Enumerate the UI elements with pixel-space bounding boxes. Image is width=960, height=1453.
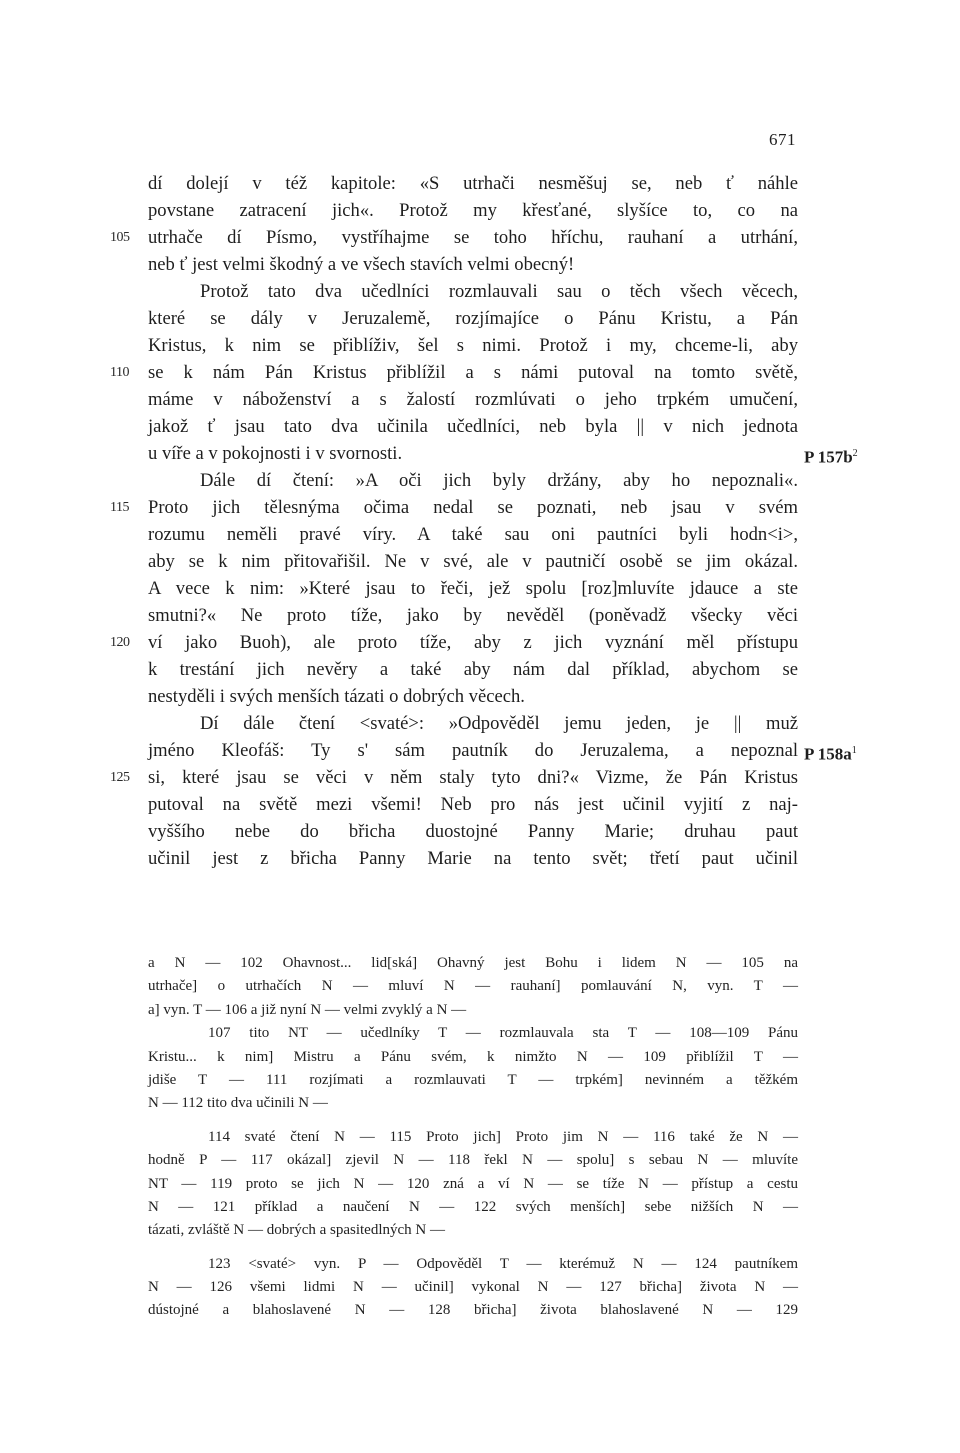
footnote-line: N — 121 příklad a naučení N — 122 svých menších] sebe nižších N —	[148, 1198, 798, 1215]
text-line	[148, 845, 798, 872]
line-text: učinil jest z břicha Panny Marie na tento svět; třetí paut učinil	[148, 848, 798, 869]
text-line	[148, 602, 798, 629]
line-text: ví jako Buoh), ale proto tíže, aby z jich vyznání měl přístupu	[148, 632, 798, 653]
text-line	[148, 305, 798, 332]
footnote-gap	[148, 1243, 798, 1253]
line-number: 110	[110, 365, 129, 380]
line-text: které se dály v Jeruzalemě, rozjímajíce o Pánu Kristu, a Pán	[148, 308, 798, 329]
text-line	[148, 440, 798, 467]
text-line	[148, 170, 798, 197]
line-text: u víře a v pokojnosti i v svornosti.	[148, 443, 403, 464]
footnote-line: jdiše T — 111 rozjímati a rozmlauvati T — trpkém] nevinném a těžkém	[148, 1071, 798, 1088]
margin-note-sup: 1	[851, 745, 857, 756]
line-text: Dále dí čtení: »A oči jich byly držány, aby ho nepoznali«.	[200, 470, 798, 491]
footnote-line: tázati, zvláště N — dobrých a spasitedlných N —	[148, 1222, 445, 1239]
margin-note	[804, 737, 857, 768]
footnote-line: N — 126 všemi lidmi N — učinil] vykonal N — 127 břicha] života N —	[148, 1279, 798, 1296]
footnote-line: utrhače] o utrhačích N — mluví N — rauhaní] pomlauvání N, vyn. T —	[148, 978, 798, 995]
margin-note	[804, 440, 858, 471]
text-line	[148, 521, 798, 548]
text-line	[110, 764, 798, 791]
footnote-line: NT — 119 proto se jich N — 120 zná a ví N — se tíže N — přístup a cestu	[148, 1175, 798, 1192]
line-text: Dí dále čtení <svaté>: »Odpověděl jemu jeden, je || muž	[200, 713, 798, 734]
text-line	[148, 332, 798, 359]
footnote-line: a] vyn. T — 106 a již nyní N — velmi zvyklý a N —	[148, 1001, 467, 1018]
text-line	[148, 278, 798, 305]
line-number: 125	[110, 770, 130, 785]
text-line	[148, 197, 798, 224]
text-line	[148, 791, 798, 818]
line-text: aby se k nim přitovařišil. Ne v své, ale v pautničí osobě se jim okázal.	[148, 551, 798, 572]
text-line	[148, 575, 798, 602]
line-text: rozumu neměli pravé víry. A také sau oni pautníci byli hodn<i>,	[148, 524, 798, 545]
line-text: A vece k nim: »Které jsau to řeči, jež spolu [roz]mluvíte jdauce a ste	[148, 578, 798, 599]
text-line	[148, 251, 798, 278]
text-line	[110, 224, 798, 251]
line-text: utrhače dí Písmo, vystříhajme se toho hříchu, rauhaní a utrhání,	[148, 227, 798, 248]
line-text: neb ť jest velmi škodný a ve všech stavích velmi obecný!	[148, 254, 575, 275]
line-text: máme v náboženství a s žalostí rozmlúvati o jeho trpkém umučení,	[148, 389, 798, 410]
line-text: smutni?« Ne proto tíže, jako by nevěděl (poněvadž všecky věci	[148, 605, 798, 626]
line-text: se k nám Pán Kristus přiblížil a s námi putoval na tomto světě,	[148, 362, 798, 383]
footnote-line: N — 112 tito dva učinili N —	[148, 1095, 328, 1112]
text-line	[148, 683, 798, 710]
line-text: jméno Kleofáš: Ty s' sám pautník do Jeruzalema, a nepoznal	[148, 740, 798, 761]
line-text: nestyděli i svých menších tázati o dobrých věcech.	[148, 686, 525, 707]
text-line	[148, 467, 798, 494]
text-line	[148, 386, 798, 413]
text-line	[148, 737, 798, 764]
text-line	[110, 359, 798, 386]
text-line	[148, 818, 798, 845]
text-line	[110, 629, 798, 656]
line-text: Protož tato dva učedlníci rozmlauvali sau o těch všech věcech,	[200, 281, 798, 302]
footnote-line: 107 tito NT — učedlníky T — rozmlauvala sta T — 108—109 Pánu	[208, 1025, 798, 1042]
line-number: 105	[110, 230, 130, 245]
footnote-line: dústojné a blahoslavené N — 128 břicha] života blahoslavené N — 129	[148, 1302, 798, 1319]
line-number: 120	[110, 635, 130, 650]
footnote-line: 123 <svaté> vyn. P — Odpověděl T — kterémuž N — 124 pautníkem	[208, 1255, 798, 1272]
margin-note-sup: 2	[852, 448, 858, 459]
footnote-line: 114 svaté čtení N — 115 Proto jich] Proto jim N — 116 také že N —	[208, 1128, 798, 1145]
line-number: 115	[110, 500, 129, 515]
line-text: dí dolejí v též kapitole: «S utrhači nesměšuj se, neb ť náhle	[148, 173, 798, 194]
footnote-line: hodně P — 117 okázal] zjevil N — 118 řekl N — spolu] s sebau N — mluvíte	[148, 1152, 798, 1169]
line-text: povstane zatracení jich«. Protož my křesťané, slyšíce to, co na	[148, 200, 798, 221]
text-line	[148, 656, 798, 683]
margin-note-label: P 157b	[804, 447, 853, 467]
line-text: jakož ť jsau tato dva učinila učedlníci, neb byla || v nich jednota	[148, 416, 798, 437]
text-line	[148, 548, 798, 575]
line-text: k trestání jich nevěry a také aby nám dal příklad, abychom se	[148, 659, 798, 680]
footnote-line: a N — 102 Ohavnost... lid[ská] Ohavný jest Bohu i lidem N — 105 na	[148, 955, 798, 971]
line-text: putoval na světě mezi všemi! Neb pro nás jest učinil vyjití z naj-	[148, 794, 798, 815]
footnote-line: Kristu... k nim] Mistru a Pánu svém, k nimžto N — 109 přiblížil T —	[148, 1048, 798, 1065]
margin-note-label: P 158a	[804, 744, 852, 764]
page-number: 671	[769, 130, 796, 149]
line-text: vyššího nebe do břicha duostojné Panny Marie; druhau paut	[148, 821, 798, 842]
critical-apparatus	[148, 952, 798, 1323]
main-text	[110, 170, 858, 872]
line-text: Proto jich tělesnýma očima nedal se poznati, neb jsau v svém	[148, 497, 798, 518]
text-line	[110, 494, 798, 521]
footnote-gap	[148, 1116, 798, 1126]
line-text: Kristus, k nim se přiblíživ, šel s nimi. Protož i my, chceme-li, aby	[148, 335, 798, 356]
line-text: si, které jsau se věci v něm staly tyto dni?« Vizme, že Pán Kristus	[148, 767, 798, 788]
